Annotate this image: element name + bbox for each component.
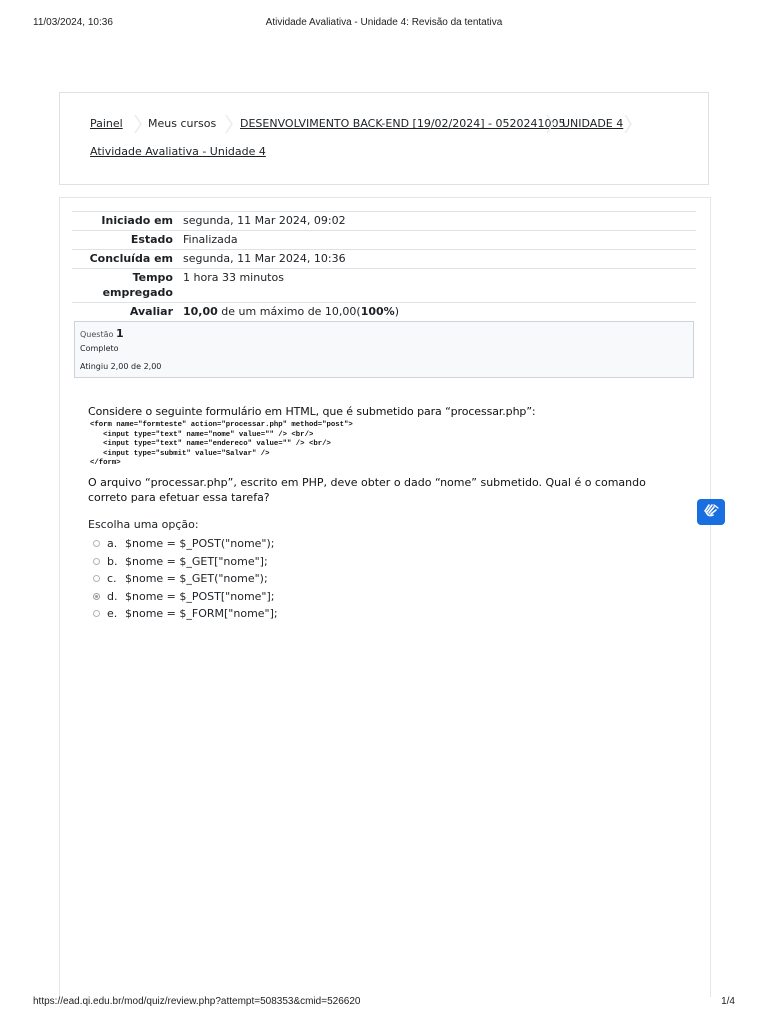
review-card [59,197,711,997]
grade-score: 10,00 [183,305,218,318]
grade-label: Avaliar [129,305,173,318]
breadcrumb-separator-icon [624,114,632,134]
breadcrumb-activity[interactable]: Atividade Avaliativa - Unidade 4 [90,145,266,158]
radio-option-b[interactable] [93,558,100,565]
question-label: Questão [80,330,114,339]
option-text: $nome = $_FORM["nome"]; [125,607,278,621]
question-code-block: <form name="formteste" action="processar.php" method="post"> <input type="text" name="nome" value="" /> <br/> <input type="text" name="endereco" value="" /> <br/> <input type="submit" value="Salvar" /> </form> [90,421,353,468]
option-b[interactable] [93,553,278,571]
option-letter: c. [107,572,117,586]
grade-value [173,303,399,321]
option-letter: a. [107,537,118,551]
radio-option-d[interactable] [93,593,100,600]
question-number [80,327,124,340]
print-timestamp: 11/03/2024, 10:36 [33,17,113,28]
question-number-value: 1 [115,327,124,340]
grade-close: ) [394,305,399,318]
breadcrumb-course[interactable]: DESENVOLVIMENTO BACK-END [19/02/2024] - 0520241005 [240,117,566,130]
option-letter: d. [107,589,118,603]
option-text: $nome = $_POST["nome"]; [125,589,275,603]
sign-language-icon [702,502,720,522]
attempt-summary-table [72,211,696,321]
option-text: $nome = $_GET["nome"]; [125,554,268,568]
state-value: Finalizada [183,233,238,246]
option-text: $nome = $_GET("nome"); [125,572,268,586]
question-info-box [74,321,694,378]
summary-row-grade [72,302,696,321]
choose-label: Escolha uma opção: [88,518,199,531]
option-e[interactable] [93,605,278,623]
breadcrumb-card [59,92,709,185]
state-label: Estado [130,233,173,246]
radio-option-e[interactable] [93,610,100,617]
accessibility-button[interactable] [697,499,725,525]
time-value: 1 hora 33 minutos [183,271,284,284]
summary-row-state [72,230,696,249]
option-d[interactable] [93,588,278,606]
option-a[interactable] [93,535,278,553]
print-page-title: Atividade Avaliativa - Unidade 4: Revisão da tentativa [265,17,503,28]
completed-value: segunda, 11 Mar 2024, 10:36 [183,252,346,265]
option-letter: e. [107,607,118,621]
question-status: Completo [80,344,119,353]
time-label-line1: Tempo [132,271,173,284]
question-intro: Considere o seguinte formulário em HTML, que é submetido para “processar.php”: [88,405,536,418]
started-value: segunda, 11 Mar 2024, 09:02 [183,214,346,227]
print-url: https://ead.qi.edu.br/mod/quiz/review.php?attempt=508353&cmid=526620 [33,996,361,1007]
time-label [72,269,173,302]
breadcrumb-painel[interactable]: Painel [90,117,123,130]
started-label: Iniciado em [101,214,173,227]
answer-options [93,535,278,623]
time-label-line2: empregado [102,286,173,299]
grade-max: de um máximo de 10,00( [217,305,361,318]
radio-option-c[interactable] [93,575,100,582]
summary-row-time [72,268,696,302]
completed-label: Concluída em [89,252,173,265]
option-text: $nome = $_POST("nome"); [125,537,275,551]
print-page-number: 1/4 [721,996,735,1007]
print-footer [0,996,768,1010]
option-c[interactable] [93,570,278,588]
radio-option-a[interactable] [93,540,100,547]
breadcrumb-separator-icon [546,114,554,134]
option-letter: b. [107,554,118,568]
grade-percent: 100% [360,305,395,318]
breadcrumb-unidade[interactable]: UNIDADE 4 [562,117,624,130]
question-ask: O arquivo “processar.php”, escrito em PHP, deve obter o dado “nome” submetido. Qual é o comando correto para efetuar essa tarefa? [88,476,646,504]
question-mark: Atingiu 2,00 de 2,00 [80,362,162,371]
breadcrumb-separator-icon [134,114,142,134]
breadcrumb-meus-cursos: Meus cursos [148,117,217,130]
print-header [0,17,768,31]
summary-row-started [72,211,696,230]
summary-row-completed [72,249,696,268]
breadcrumb-separator-icon [225,114,233,134]
